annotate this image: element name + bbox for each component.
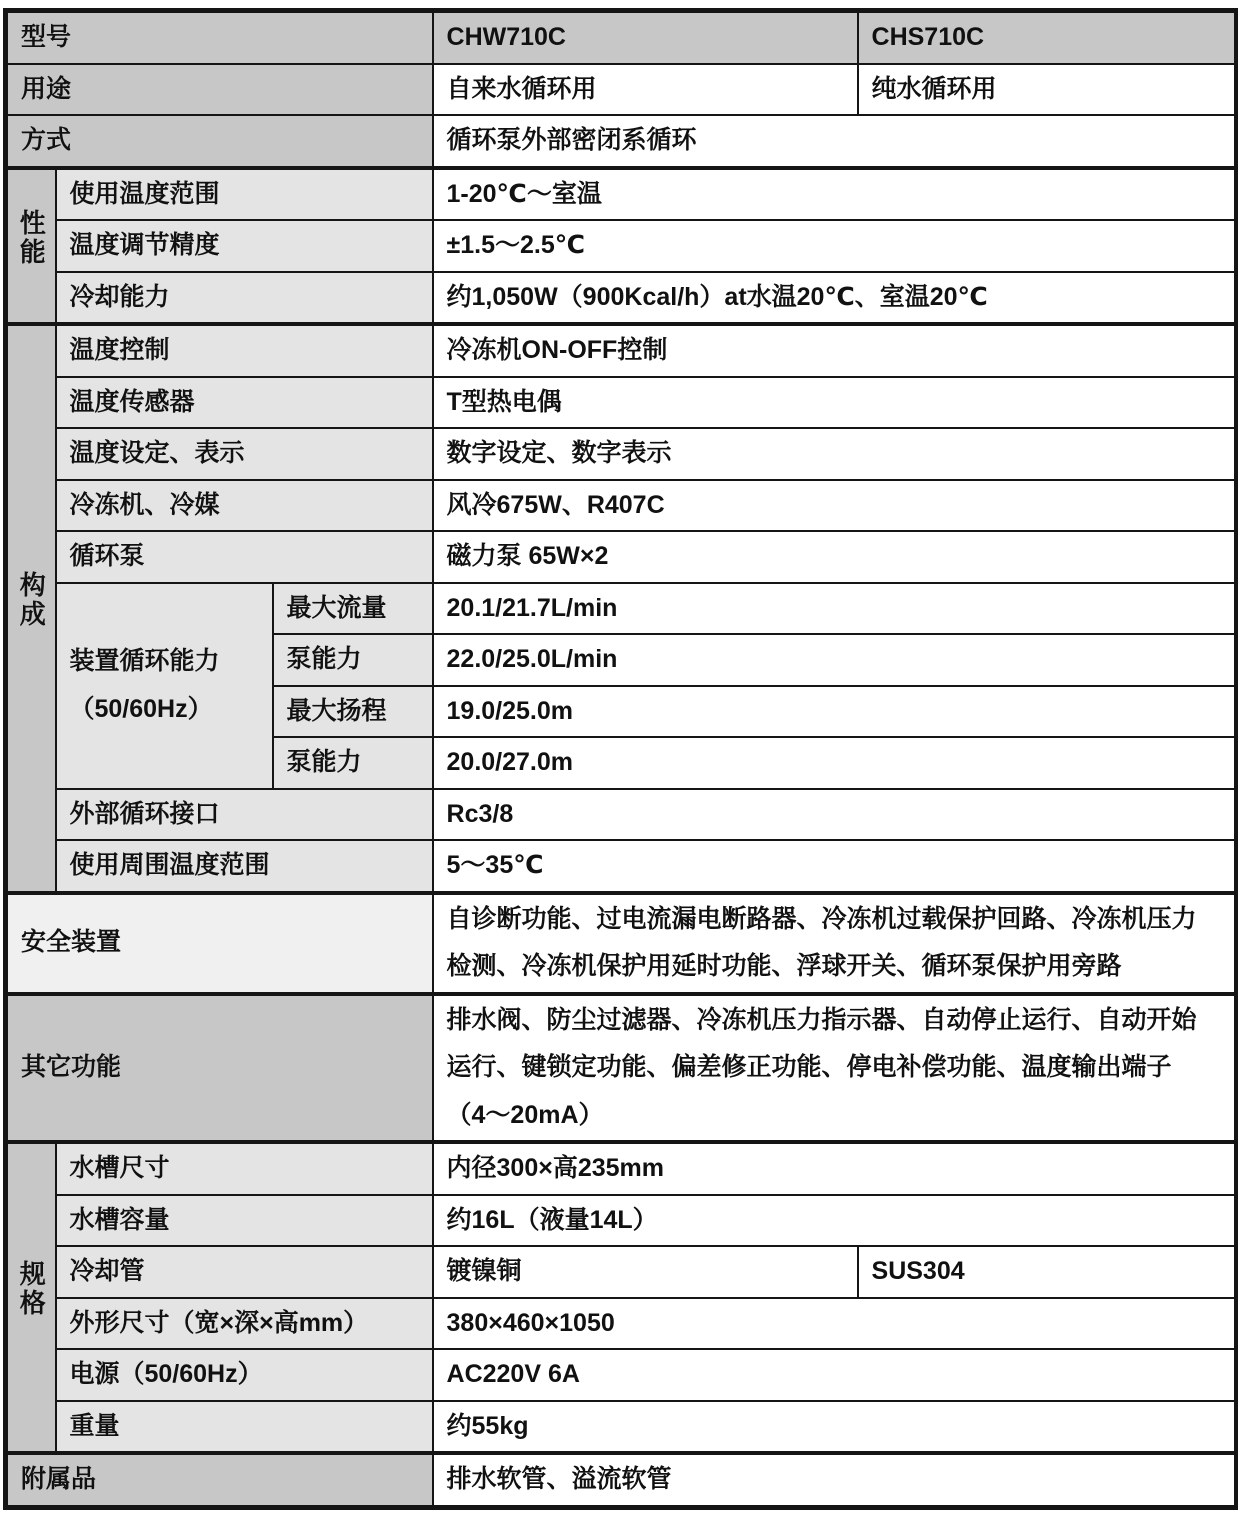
row-temp-control <box>6 324 1237 377</box>
external-port-value: Rc3/8 <box>433 789 1237 841</box>
row-method <box>6 115 1237 168</box>
cooling-pipe-value-a: 镀镍铜 <box>433 1246 858 1298</box>
accessories-value: 排水软管、溢流软管 <box>433 1453 1237 1507</box>
max-flow-label: 最大流量 <box>273 583 433 635</box>
temp-control-label: 温度控制 <box>56 324 433 377</box>
row-temp-setting <box>6 428 1237 480</box>
method-value: 循环泵外部密闭系循环 <box>433 115 1237 168</box>
cooling-capacity-value: 约1,050W（900Kcal/h）at水温20℃、室温20℃ <box>433 272 1237 325</box>
row-tank-size <box>6 1142 1237 1195</box>
cooling-pipe-value-b: SUS304 <box>858 1246 1237 1298</box>
temp-precision-value: ±1.5～2.5℃ <box>433 220 1237 272</box>
power-label: 电源（50/60Hz） <box>56 1349 433 1401</box>
weight-value: 约55kg <box>433 1401 1237 1454</box>
model-value-chs710c: CHS710C <box>858 11 1237 64</box>
specs-group-label: 规格 <box>6 1142 56 1453</box>
power-value: AC220V 6A <box>433 1349 1237 1401</box>
safety-label: 安全装置 <box>6 893 433 994</box>
row-refrigerator <box>6 480 1237 532</box>
tank-capacity-value: 约16L（液量14L） <box>433 1195 1237 1247</box>
temp-setting-label: 温度设定、表示 <box>56 428 433 480</box>
performance-group-label: 性能 <box>6 168 56 325</box>
external-port-label: 外部循环接口 <box>56 789 433 841</box>
temp-setting-value: 数字设定、数字表示 <box>433 428 1237 480</box>
circulation-pump-label: 循环泵 <box>56 531 433 583</box>
pump-capacity-flow-value: 22.0/25.0L/min <box>433 634 1237 686</box>
row-external-port <box>6 789 1237 841</box>
max-flow-value: 20.1/21.7L/min <box>433 583 1237 635</box>
other-functions-value: 排水阀、防尘过滤器、冷冻机压力指示器、自动停止运行、自动开始运行、键锁定功能、偏差修正功能、停电补偿功能、温度输出端子（4～20mA） <box>433 994 1237 1143</box>
row-temp-range <box>6 168 1237 221</box>
dimensions-label: 外形尺寸（宽×深×高mm） <box>56 1298 433 1350</box>
usage-label: 用途 <box>6 64 433 116</box>
row-safety <box>6 893 1237 994</box>
row-cooling-pipe <box>6 1246 1237 1298</box>
max-head-value: 19.0/25.0m <box>433 686 1237 738</box>
circulation-capacity-label: 装置循环能力（50/60Hz） <box>56 583 273 789</box>
dimensions-value: 380×460×1050 <box>433 1298 1237 1350</box>
temp-range-value: 1-20℃～室温 <box>433 168 1237 221</box>
row-weight <box>6 1401 1237 1454</box>
temp-sensor-label: 温度传感器 <box>56 377 433 429</box>
safety-value: 自诊断功能、过电流漏电断路器、冷冻机过载保护回路、冷冻机压力检测、冷冻机保护用延时功能、浮球开关、循环泵保护用旁路 <box>433 893 1237 994</box>
method-label: 方式 <box>6 115 433 168</box>
temp-precision-label: 温度调节精度 <box>56 220 433 272</box>
spec-table <box>3 8 1238 1510</box>
pump-capacity-head-label: 泵能力 <box>273 737 433 789</box>
row-circulation-pump <box>6 531 1237 583</box>
cooling-pipe-label: 冷却管 <box>56 1246 433 1298</box>
circulation-pump-value: 磁力泵 65W×2 <box>433 531 1237 583</box>
usage-value-a: 自来水循环用 <box>433 64 858 116</box>
cooling-capacity-label: 冷却能力 <box>56 272 433 325</box>
pump-capacity-head-value: 20.0/27.0m <box>433 737 1237 789</box>
refrigerator-label: 冷冻机、冷媒 <box>56 480 433 532</box>
row-temp-sensor <box>6 377 1237 429</box>
accessories-label: 附属品 <box>6 1453 433 1507</box>
tank-size-value: 内径300×高235mm <box>433 1142 1237 1195</box>
ambient-temp-value: 5～35℃ <box>433 840 1237 893</box>
row-model <box>6 11 1237 64</box>
temp-sensor-value: T型热电偶 <box>433 377 1237 429</box>
row-tank-capacity <box>6 1195 1237 1247</box>
row-cooling-capacity <box>6 272 1237 325</box>
usage-value-b: 纯水循环用 <box>858 64 1237 116</box>
max-head-label: 最大扬程 <box>273 686 433 738</box>
row-ambient-temp <box>6 840 1237 893</box>
composition-group-label: 构成 <box>6 324 56 893</box>
refrigerator-value: 风冷675W、R407C <box>433 480 1237 532</box>
row-other-functions <box>6 994 1237 1143</box>
ambient-temp-label: 使用周围温度范围 <box>56 840 433 893</box>
row-temp-precision <box>6 220 1237 272</box>
tank-capacity-label: 水槽容量 <box>56 1195 433 1247</box>
model-value-chw710c: CHW710C <box>433 11 858 64</box>
temp-control-value: 冷冻机ON-OFF控制 <box>433 324 1237 377</box>
temp-range-label: 使用温度范围 <box>56 168 433 221</box>
tank-size-label: 水槽尺寸 <box>56 1142 433 1195</box>
pump-capacity-flow-label: 泵能力 <box>273 634 433 686</box>
weight-label: 重量 <box>56 1401 433 1454</box>
row-max-flow <box>6 583 1237 635</box>
row-accessories <box>6 1453 1237 1507</box>
row-usage <box>6 64 1237 116</box>
row-power <box>6 1349 1237 1401</box>
row-dimensions <box>6 1298 1237 1350</box>
model-label: 型号 <box>6 11 433 64</box>
other-functions-label: 其它功能 <box>6 994 433 1143</box>
